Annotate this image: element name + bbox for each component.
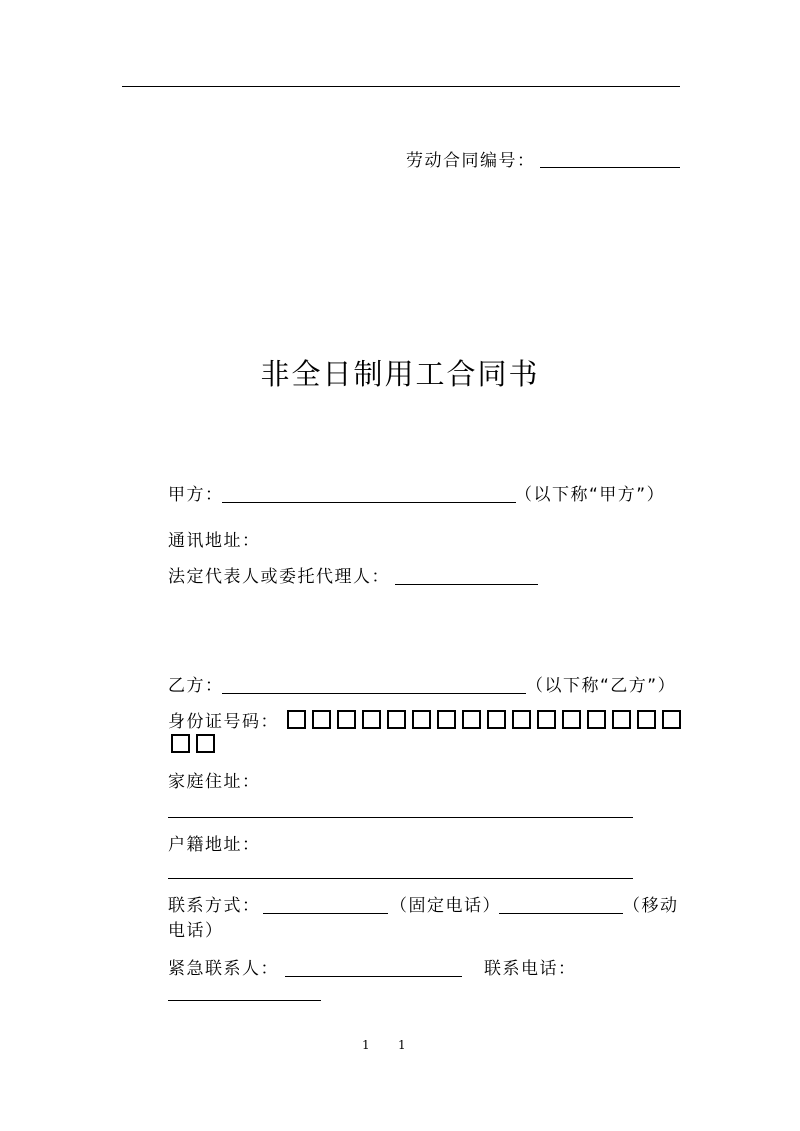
id-digit-box[interactable]	[412, 710, 431, 729]
id-digit-box[interactable]	[562, 710, 581, 729]
id-number-boxes[interactable]	[287, 710, 687, 732]
page-number: 1	[362, 1038, 370, 1052]
party-b-name-field[interactable]	[222, 693, 526, 694]
emergency-phone-field[interactable]	[168, 1000, 321, 1001]
id-digit-box[interactable]	[171, 734, 190, 753]
party-b-household-address-label: 户籍地址：	[168, 835, 261, 855]
contract-number-label: 劳动合同编号：	[406, 151, 536, 171]
home-address-field[interactable]	[168, 817, 633, 818]
party-a-label: 甲方：	[168, 485, 224, 505]
emergency-phone-label: 联系电话：	[484, 959, 577, 979]
contract-number-field[interactable]	[540, 167, 680, 168]
id-digit-box[interactable]	[587, 710, 606, 729]
id-digit-box[interactable]	[312, 710, 331, 729]
id-digit-box[interactable]	[462, 710, 481, 729]
id-digit-box[interactable]	[362, 710, 381, 729]
mobile-phone-field[interactable]	[499, 913, 623, 914]
party-a-suffix: （以下称“甲方”）	[515, 485, 666, 505]
emergency-contact-label: 紧急联系人：	[168, 959, 279, 979]
id-digit-box[interactable]	[612, 710, 631, 729]
id-digit-box[interactable]	[487, 710, 506, 729]
id-digit-box[interactable]	[196, 734, 215, 753]
id-digit-box[interactable]	[337, 710, 356, 729]
id-number-boxes-continued[interactable]	[171, 734, 221, 756]
header-rule	[122, 86, 680, 87]
party-a-name-field[interactable]	[222, 502, 516, 503]
id-digit-box[interactable]	[537, 710, 556, 729]
total-pages: 1	[398, 1038, 406, 1052]
party-a-representative-label: 法定代表人或委托代理人：	[168, 567, 390, 587]
contact-method-label: 联系方式：	[168, 896, 261, 916]
document-title: 非全日制用工合同书	[260, 357, 540, 391]
party-b-home-address-label: 家庭住址：	[168, 772, 261, 792]
household-address-field[interactable]	[168, 878, 633, 879]
id-digit-box[interactable]	[662, 710, 681, 729]
id-digit-box[interactable]	[637, 710, 656, 729]
party-b-id-label: 身份证号码：	[168, 712, 279, 732]
fixed-phone-label: （固定电话）	[390, 896, 501, 916]
party-a-representative-field[interactable]	[395, 584, 538, 585]
party-b-suffix: （以下称“乙方”）	[526, 676, 677, 696]
party-b-label: 乙方：	[168, 676, 224, 696]
fixed-phone-field[interactable]	[263, 913, 388, 914]
emergency-contact-field[interactable]	[285, 976, 462, 977]
id-digit-box[interactable]	[437, 710, 456, 729]
id-digit-box[interactable]	[287, 710, 306, 729]
party-a-address-label: 通讯地址：	[168, 531, 261, 551]
id-digit-box[interactable]	[387, 710, 406, 729]
mobile-phone-label: （移动	[623, 896, 679, 916]
id-digit-box[interactable]	[512, 710, 531, 729]
mobile-phone-label-continued: 电话）	[168, 921, 224, 941]
